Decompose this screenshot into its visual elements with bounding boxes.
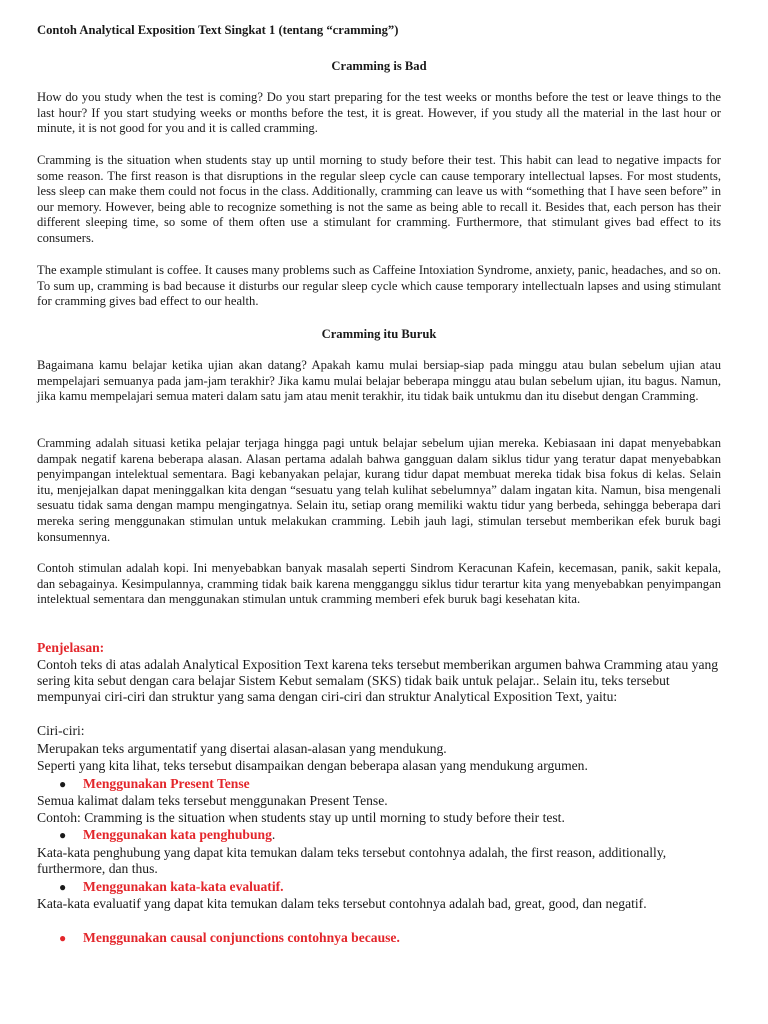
explanation-heading: Penjelasan: (37, 640, 105, 655)
english-heading: Cramming is Bad (331, 59, 427, 73)
indonesian-paragraph-1: Bagaimana kamu belajar ketika ujian akan datang? Apakah kamu mulai bersiap-siap pada minggu atau bulan sebelum ujian atau mempelajari semuanya pada jam-jam terakhir? Jika kamu mulai belajar beberapa minggu atau bulan sebelum ujian, itu bagus. Namun, jika kamu mempelajari semua materi dalam satu jam atau menit terakhir, itu tidak baik untukmu dan itu disebut dengan Cramming. (37, 358, 721, 404)
bullet-3-line-1: Kata-kata evaluatif yang dapat kita temukan dalam teks tersebut contohnya adalah bad, great, good, dan negatif. (37, 896, 647, 911)
ciri-label: Ciri-ciri: (37, 723, 85, 738)
bullet-causal-conjunctions (59, 930, 719, 946)
bullet-title-suffix: . (271, 827, 276, 842)
bullet-title: Menggunakan kata-kata evaluatif. (83, 879, 284, 894)
english-paragraph-3: The example stimulant is coffee. It causes many problems such as Caffeine Intoxiation Syndrome, anxiety, panic, headaches, and so on. To sum up, cramming is bad because it disturbs our regular sleep cycle which cause temporary intellectualn lapses and using stimulant for cramming gives bad effect to our health. (37, 263, 721, 309)
english-paragraph-2: Cramming is the situation when students stay up until morning to study before their test. This habit can lead to negative impacts for some reason. The first reason is that disruptions in the regular sleep cycle can cause temporary intellectual lapses. For most students, less sleep can make them could not focus in the class. Additionally, cramming can leave us with “something that I have seen before” in our memory. However, being able to recognize something is not the same as being able to recall it. Besides that, each person has their different sleeping time, so some of them often use a stimulant for cramming. Furthermore, that stimulant gives bad effect to its consumers. (37, 153, 721, 245)
document-title: Contoh Analytical Exposition Text Singkat 1 (tentang “cramming”) (37, 23, 399, 37)
indonesian-paragraph-3: Contoh stimulan adalah kopi. Ini menyebabkan banyak masalah seperti Sindrom Keracunan Kafein, kecemasan, panik, sakit kepala, dan sebagainya. Kesimpulannya, cramming tidak baik karena mengganggu siklus tidur terartur kita yang menyebabkan penyimpangan intelektual sementara dan menggunakan stimulan untuk cramming memberi efek buruk bagi kesehatan kita. (37, 561, 721, 607)
bullet-1-line-2: Contoh: Cramming is the situation when students stay up until morning to study before their test. (37, 810, 565, 825)
bullet-dot-icon: ● (59, 777, 67, 791)
bullet-kata-penghubung (59, 827, 719, 843)
english-paragraph-1: How do you study when the test is coming? Do you start preparing for the test weeks or months before the test or leave things to the last hour? If you start studying weeks or months before the test, it is great. However, if you study all the material in the last hour or minute, it is not good for you and it is called cramming. (37, 90, 721, 136)
indonesian-heading: Cramming itu Buruk (321, 327, 437, 341)
bullet-dot-icon: ● (59, 931, 67, 945)
ciri-line-2: Seperti yang kita lihat, teks tersebut disampaikan dengan beberapa alasan yang mendukung argumen. (37, 758, 588, 773)
bullet-2-line-1: Kata-kata penghubung yang dapat kita temukan dalam teks tersebut contohnya adalah, the first reason, additionally, furthermore, dan thus. (37, 845, 667, 877)
ciri-line-1: Merupakan teks argumentatif yang disertai alasan-alasan yang mendukung. (37, 741, 447, 756)
bullet-title: Menggunakan Present Tense (83, 776, 250, 791)
bullet-title: Menggunakan kata penghubung (83, 827, 272, 842)
bullet-title: Menggunakan causal conjunctions contohnya because. (83, 930, 400, 945)
indonesian-paragraph-2: Cramming adalah situasi ketika pelajar terjaga hingga pagi untuk belajar sebelum ujian mereka. Kebiasaan ini dapat menyebabkan dampak negatif karena beberapa alasan. Alasan pertama adalah bahwa gangguan dalam siklus tidur yang teratur dapat menyebabkan penyimpangan intelektual sementara. Bagi kebanyakan pelajar, kurang tidur dapat membuat mereka tidak bisa fokus di kelas. Selain itu, menjejalkan dapat meninggalkan kita dengan “sesuatu yang telah kulihat sebelumnya” dalam ingatan kita. Namun, bisa mengenali sesuatu tidak sama dengan mampu mengingatnya. Selain itu, setiap orang memiliki waktu tidur yang berbeda, sehingga beberapa dari mereka sering menggunakan stimulan untuk melakukan cramming. Lebih jauh lagi, stimulan tersebut memberikan efek buruk bagi konsumennya. (37, 436, 721, 544)
bullet-1-line-1: Semua kalimat dalam teks tersebut menggunakan Present Tense. (37, 793, 388, 808)
bullet-present-tense (59, 776, 719, 792)
explanation-intro: Contoh teks di atas adalah Analytical Exposition Text karena teks tersebut memberikan argumen bahwa Cramming atau yang sering kita sebut dengan cara belajar Sistem Kebut semalam (SKS) tidak baik untuk pelajar.. Selain itu, teks tersebut mempunyai ciri-ciri dan struktur yang sama dengan ciri-ciri dan struktur Analytical Exposition Text, yaitu: (37, 657, 719, 705)
bullet-dot-icon: ● (59, 880, 67, 894)
bullet-dot-icon: ● (59, 828, 67, 842)
bullet-kata-evaluatif (59, 879, 719, 895)
